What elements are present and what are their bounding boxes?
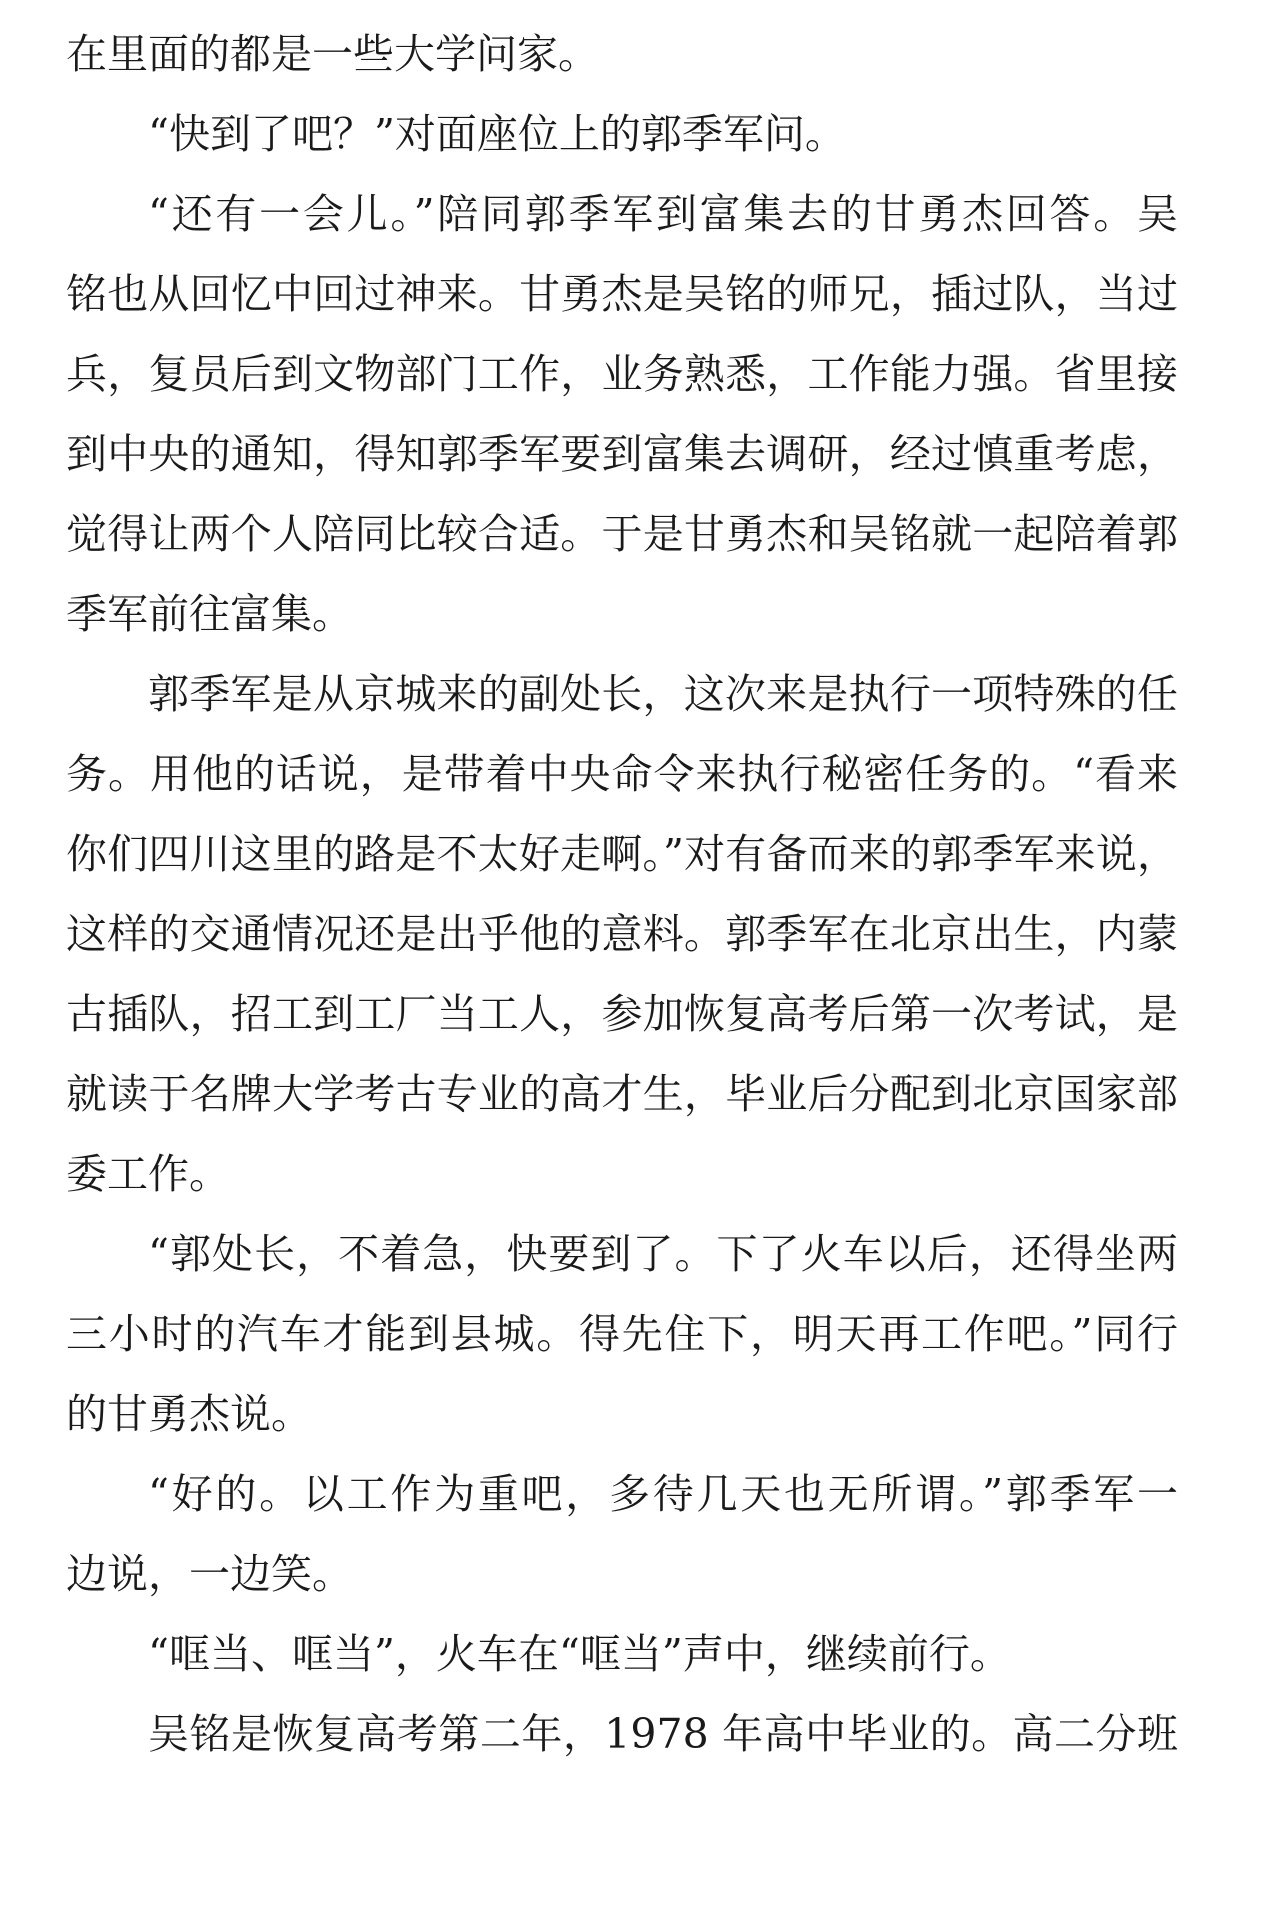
text-line: 在里面的都是一些大学问家。	[66, 30, 599, 78]
text-line: “哐当、哐当”，火车在“哐当”声中，继续前行。	[148, 1630, 1011, 1678]
text-line: 这样的交通情况还是出乎他的意料。郭季军在北京出生，内蒙	[66, 910, 1178, 958]
text-line: 边说，一边笑。	[66, 1550, 353, 1598]
text-line: 委工作。	[66, 1150, 230, 1198]
text-line: 觉得让两个人陪同比较合适。于是甘勇杰和吴铭就一起陪着郭	[66, 510, 1178, 558]
text-line: 你们四川这里的路是不太好走啊。”对有备而来的郭季军来说，	[66, 830, 1178, 878]
text-line: 的甘勇杰说。	[66, 1390, 312, 1438]
text-line: 到中央的通知，得知郭季军要到富集去调研，经过慎重考虑，	[66, 430, 1178, 478]
text-line: 古插队，招工到工厂当工人，参加恢复高考后第一次考试，是	[66, 990, 1178, 1038]
text-line: “还有一会儿。”陪同郭季军到富集去的甘勇杰回答。吴	[148, 190, 1178, 238]
text-line: “郭处长，不着急，快要到了。下了火车以后，还得坐两	[148, 1230, 1178, 1278]
text-line: 季军前往富集。	[66, 590, 353, 638]
text-line: “快到了吧？”对面座位上的郭季军问。	[148, 110, 846, 158]
text-line: 三小时的汽车才能到县城。得先住下，明天再工作吧。”同行	[66, 1310, 1178, 1358]
text-line: “好的。以工作为重吧，多待几天也无所谓。”郭季军一	[148, 1470, 1178, 1518]
text-line: 郭季军是从京城来的副处长，这次来是执行一项特殊的任	[148, 670, 1178, 718]
text-line: 铭也从回忆中回过神来。甘勇杰是吴铭的师兄，插过队，当过	[66, 270, 1178, 318]
text-line: 兵，复员后到文物部门工作，业务熟悉，工作能力强。省里接	[66, 350, 1178, 398]
text-line: 务。用他的话说，是带着中央命令来执行秘密任务的。“看来	[66, 750, 1178, 798]
text-line: 就读于名牌大学考古专业的高才生，毕业后分配到北京国家部	[66, 1070, 1178, 1118]
text-line: 吴铭是恢复高考第二年，1978 年高中毕业的。高二分班	[148, 1710, 1178, 1758]
